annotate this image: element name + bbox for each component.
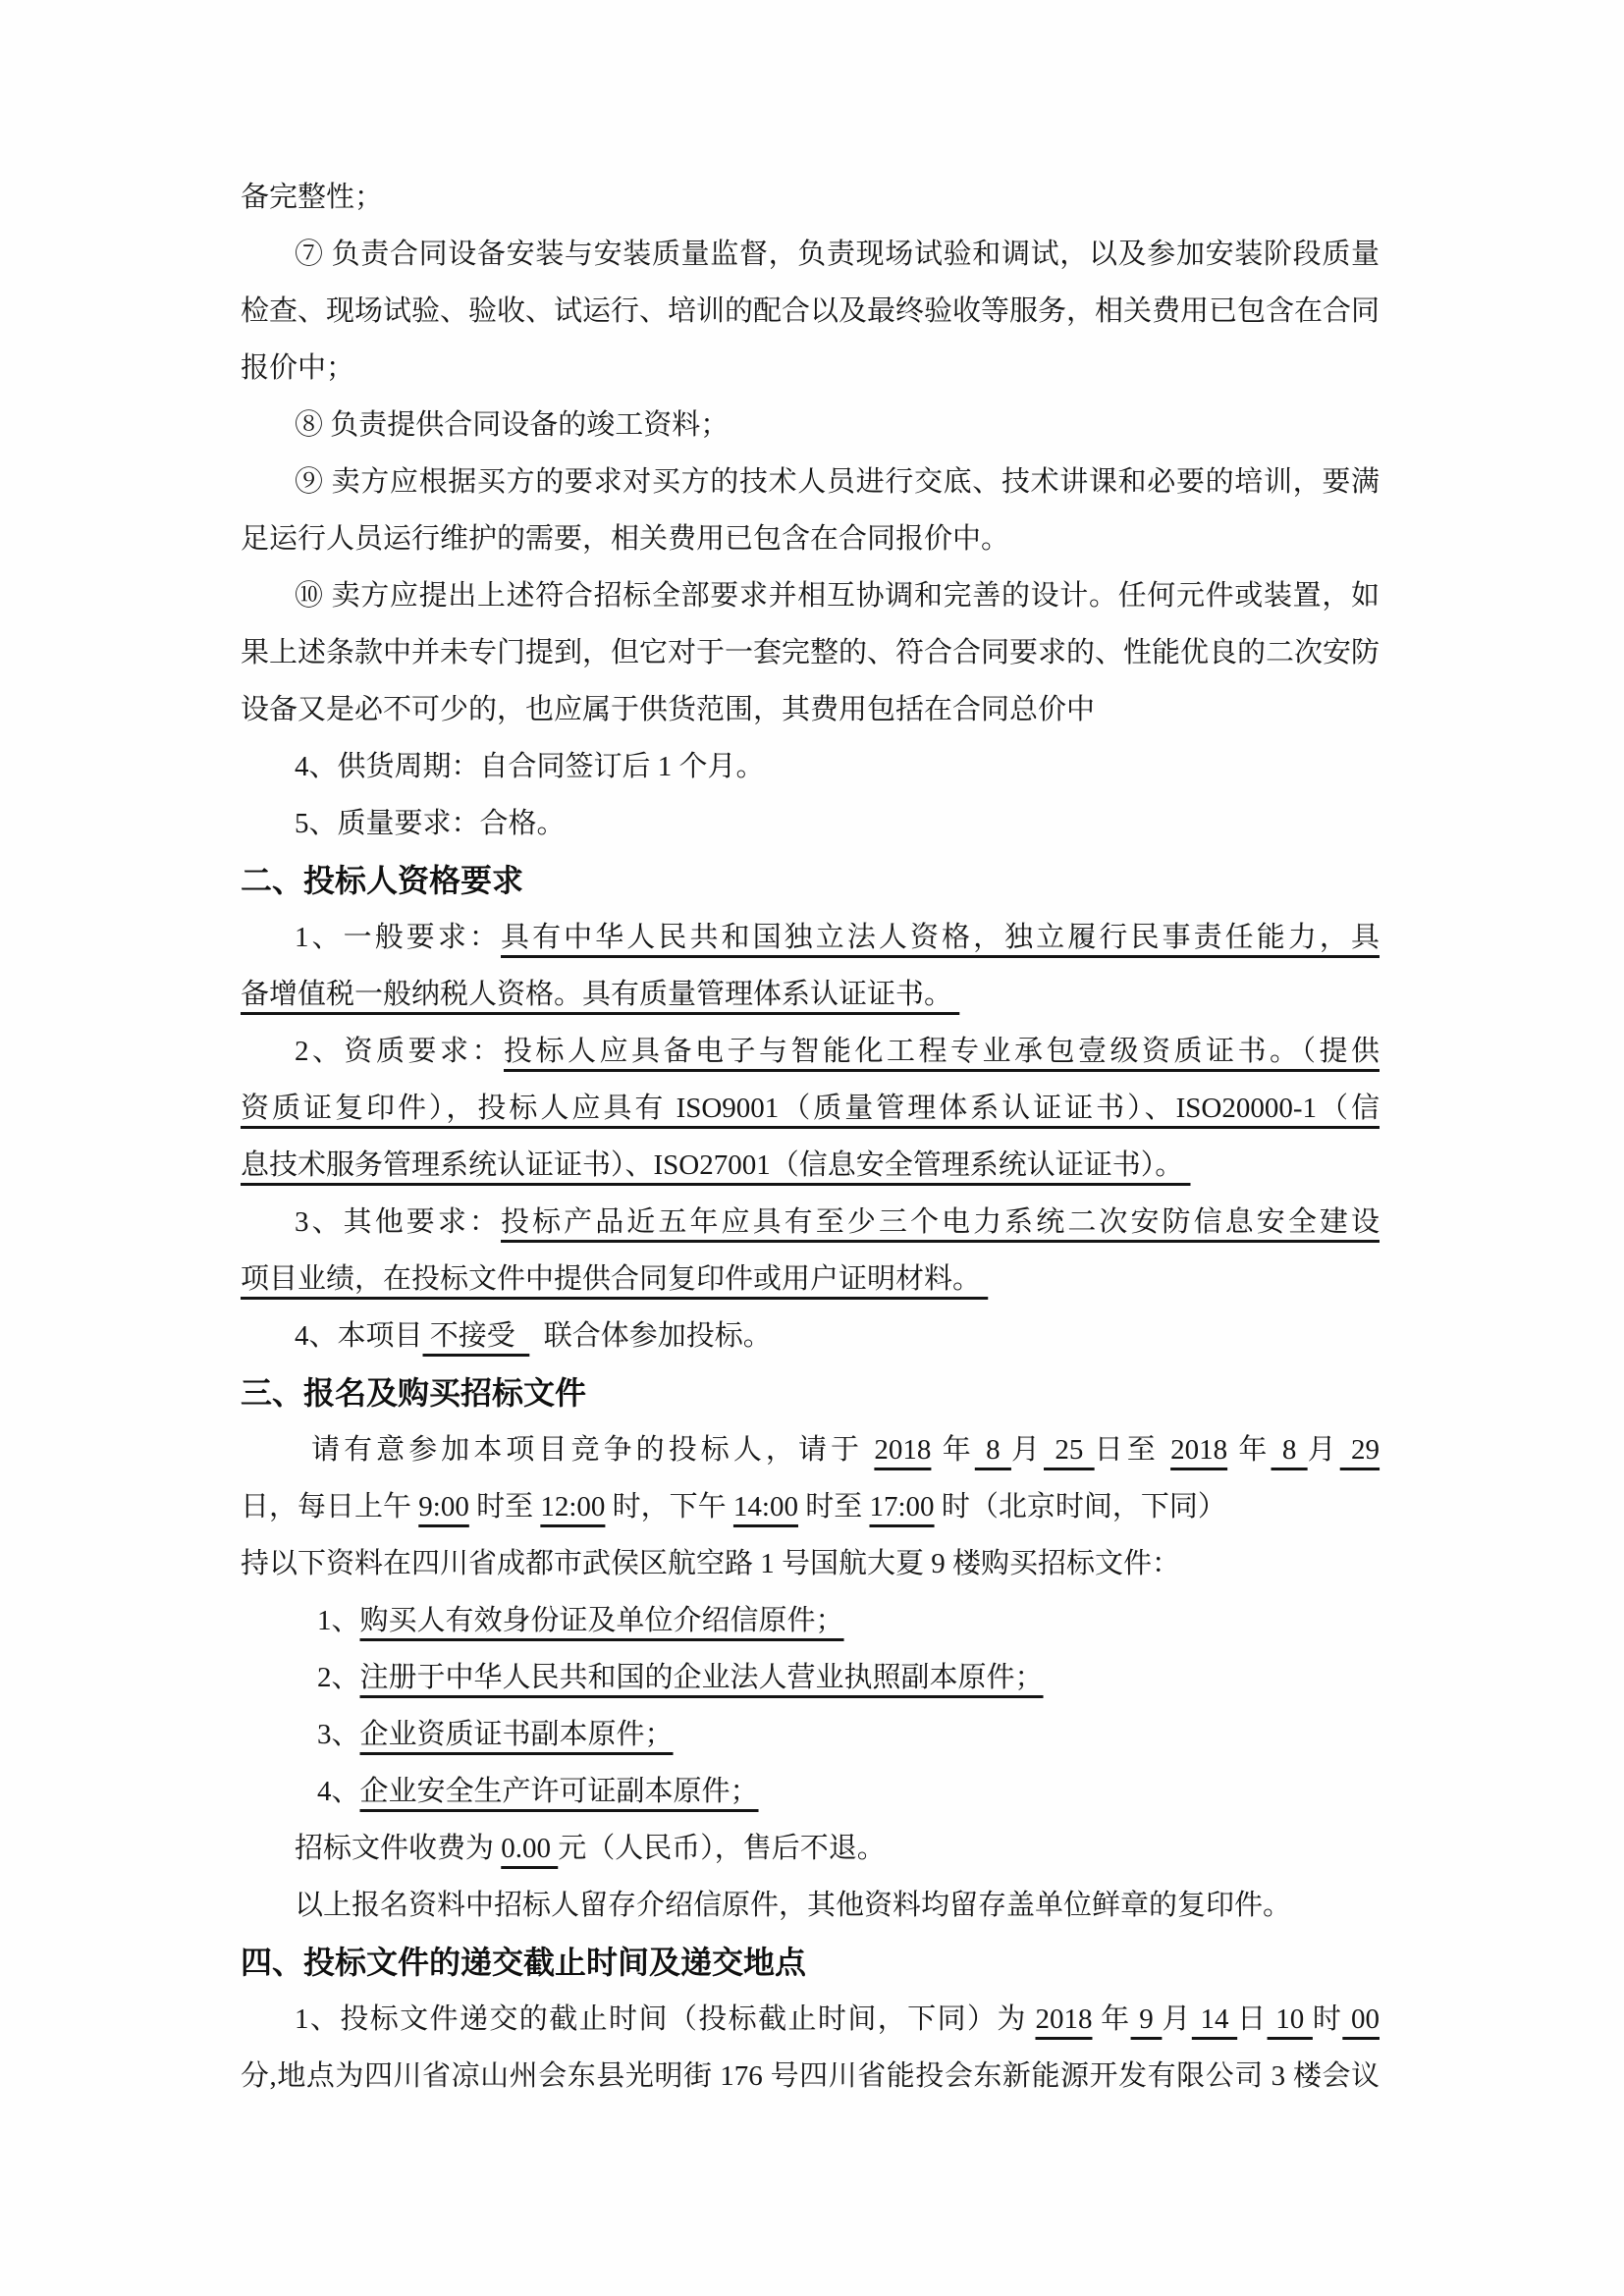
document-line	[241, 1478, 1380, 1535]
text-run: 3、	[317, 1719, 360, 1750]
text-run: 2、	[317, 1662, 360, 1693]
document-line	[241, 1649, 1380, 1706]
underlined-text-run: 8	[1271, 1434, 1308, 1466]
underlined-text-run: 项目业绩，在投标文件中提供合同复印件或用户证明材料。	[241, 1263, 989, 1295]
document-line	[241, 738, 1380, 795]
text-run: 四、投标文件的递交截止时间及递交地点	[241, 1944, 807, 1981]
document-line	[241, 1535, 1380, 1592]
underlined-text-run: 14	[1191, 2003, 1238, 2035]
text-run: 持以下资料在四川省成都市武侯区航空路 1 号国航大夏 9 楼购买招标文件：	[241, 1548, 1181, 1579]
document-line	[241, 795, 1380, 852]
underlined-text-run: 企业资质证书副本原件；	[359, 1719, 674, 1750]
text-run: ⑨ 卖方应根据买方的要求对买方的技术人员进行交底、技术讲课和必要的培训，要满	[295, 466, 1380, 498]
underlined-text-run: 0.00	[501, 1833, 559, 1864]
text-run: 足运行人员运行维护的需要，相关费用已包含在合同报价中。	[241, 523, 1010, 555]
underlined-text-run: 2018	[1035, 2003, 1093, 2035]
text-run: 月	[1162, 2003, 1192, 2035]
text-run: 1、一般要求：	[295, 922, 502, 953]
underlined-text-run: 注册于中华人民共和国的企业法人营业执照副本原件；	[359, 1662, 1044, 1693]
document-line	[241, 283, 1380, 340]
text-run: 日至	[1094, 1434, 1171, 1466]
text-run: 招标文件收费为	[295, 1833, 502, 1864]
text-run: 时，下午	[605, 1491, 733, 1522]
text-run: 5、质量要求：合格。	[295, 808, 566, 839]
text-run: 时至	[468, 1491, 541, 1522]
document-line	[241, 1991, 1380, 2048]
text-run: ⑧ 负责提供合同设备的竣工资料；	[295, 409, 730, 441]
underlined-text-run: 10	[1267, 2003, 1313, 2035]
text-run: 设备又是必不可少的，也应属于供货范围，其费用包括在合同总价中	[241, 694, 1096, 725]
section-heading	[241, 1934, 1380, 1991]
text-run: 1、	[317, 1605, 360, 1636]
document-line	[241, 1763, 1380, 1820]
text-run: 4、	[317, 1776, 360, 1807]
text-run: 4、本项目	[295, 1320, 423, 1352]
document-line	[241, 966, 1380, 1023]
text-run: 时（北京时间，下同）	[934, 1491, 1226, 1522]
document-line	[241, 1080, 1380, 1137]
document-line	[241, 624, 1380, 681]
text-run: 备完整性；	[241, 182, 384, 213]
text-run: 以上报名资料中招标人留存介绍信原件，其他资料均留存盖单位鲜章的复印件。	[295, 1890, 1292, 1921]
document-line	[241, 169, 1380, 226]
text-run: 3、其他要求：	[295, 1206, 502, 1238]
text-run: 果上述条款中并未专门提到，但它对于一套完整的、符合合同要求的、性能优良的二次安防	[241, 637, 1380, 668]
text-run: 分,地点为四川省凉山州会东县光明街 176 号四川省能投会东新能源开发有限公司 3 楼会议	[241, 2060, 1380, 2092]
underlined-text-run: 9:00	[418, 1491, 469, 1522]
text-run: 三、报名及购买招标文件	[241, 1374, 587, 1412]
underlined-text-run: 投标产品近五年应具有至少三个电力系统二次安防信息安全建设	[501, 1206, 1380, 1238]
document-line	[241, 226, 1380, 283]
document-line	[241, 397, 1380, 454]
underlined-text-run: 9	[1130, 2003, 1163, 2035]
document-line	[241, 510, 1380, 567]
text-run: 4、供货周期：自合同签订后 1 个月。	[295, 751, 765, 782]
text-run: 1、投标文件递交的截止时间（投标截止时间，下同）为	[295, 2003, 1036, 2035]
text-run: 报价中；	[241, 352, 355, 384]
document-line	[241, 1023, 1380, 1080]
underlined-text-run: 2018	[874, 1434, 932, 1466]
document-line	[241, 1251, 1380, 1308]
underlined-text-run: 14:00	[732, 1491, 798, 1522]
document-text-block	[241, 169, 1380, 2105]
text-run: 日，每日上午	[241, 1491, 419, 1522]
underlined-text-run: 投标人应具备电子与智能化工程专业承包壹级资质证书。（提供	[504, 1036, 1380, 1067]
section-heading	[241, 1364, 1380, 1421]
underlined-text-run: 息技术服务管理系统认证证书）、ISO27001（信息安全管理系统认证证书）。	[241, 1149, 1191, 1181]
text-run: 元（人民币），售后不退。	[558, 1833, 886, 1864]
underlined-text-run: 00	[1342, 2003, 1380, 2035]
text-run: 月	[1010, 1434, 1045, 1466]
document-line	[241, 1421, 1380, 1478]
underlined-text-run: 25	[1044, 1434, 1095, 1466]
text-run: 二、投标人资格要求	[241, 862, 524, 899]
underlined-text-run: 企业安全生产许可证副本原件；	[359, 1776, 759, 1807]
underlined-text-run: 17:00	[869, 1491, 935, 1522]
underlined-text-run: 8	[974, 1434, 1011, 1466]
document-line	[241, 2048, 1380, 2105]
document-line	[241, 454, 1380, 510]
document-line	[241, 909, 1380, 966]
text-run: 时至	[797, 1491, 870, 1522]
text-run: 日	[1237, 2003, 1268, 2035]
text-run: 月	[1307, 1434, 1340, 1466]
text-run: 2、资质要求：	[295, 1036, 504, 1067]
document-line	[241, 1137, 1380, 1194]
underlined-text-run: 具有中华人民共和国独立法人资格，独立履行民事责任能力，具	[501, 922, 1380, 953]
document-line	[241, 1308, 1380, 1364]
underlined-text-run: 29	[1339, 1434, 1380, 1466]
underlined-text-run: 12:00	[540, 1491, 606, 1522]
document-line	[241, 1194, 1380, 1251]
section-heading	[241, 852, 1380, 909]
text-run: 请有意参加本项目竞争的投标人，请于	[311, 1434, 875, 1466]
document-line	[241, 1877, 1380, 1934]
text-run: ⑩ 卖方应提出上述符合招标全部要求并相互协调和完善的设计。任何元件或装置，如	[295, 580, 1380, 612]
document-line	[241, 1706, 1380, 1763]
text-run: 年	[931, 1434, 975, 1466]
text-run: 年	[1227, 1434, 1272, 1466]
document-line	[241, 340, 1380, 397]
text-run: 联合体参加投标。	[529, 1320, 772, 1352]
document-line	[241, 681, 1380, 738]
document-line	[241, 567, 1380, 624]
text-run: 年	[1092, 2003, 1131, 2035]
document-line	[241, 1592, 1380, 1649]
text-run: 时	[1312, 2003, 1343, 2035]
underlined-text-run: 资质证复印件），投标人应具有 ISO9001（质量管理体系认证证书）、ISO20000-1（信	[241, 1093, 1380, 1124]
underlined-text-run: 2018	[1170, 1434, 1228, 1466]
document-line	[241, 1820, 1380, 1877]
underlined-text-run: 备增值税一般纳税人资格。具有质量管理体系认证证书。	[241, 979, 960, 1010]
text-run: ⑦ 负责合同设备安装与安装质量监督，负责现场试验和调试，以及参加安装阶段质量	[295, 239, 1380, 270]
text-run: 检查、现场试验、验收、试运行、培训的配合以及最终验收等服务，相关费用已包含在合同	[241, 295, 1380, 327]
underlined-text-run: 购买人有效身份证及单位介绍信原件；	[359, 1605, 844, 1636]
underlined-text-run: 不接受	[422, 1320, 530, 1352]
